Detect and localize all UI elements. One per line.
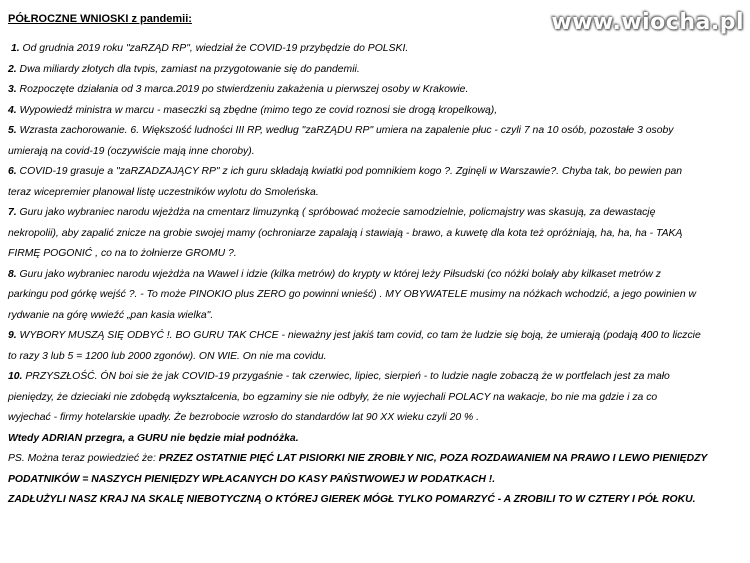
list-item (8, 224, 744, 245)
item-text: rydwanie na górę wwieźć „pan kasia wielka". (8, 309, 214, 321)
item-number: 5. (8, 125, 17, 136)
item-text: Guru jako wybraniec narodu wjeżdża na Wawel i idzie (kilka metrów) do krypty w której leży Piłsudski (co nóżki bolały aby kilkaset metrów z (16, 268, 661, 280)
item-text: nekropolii), aby zapalić znicze na grobie swojej mamy (ochroniarze zapalają i stawiają - brawo, a kuwetę dla kota też opróżniają, ha, ha, ha - TAKĄ (8, 227, 683, 239)
list-item (8, 121, 744, 142)
item-text: Wypowiedź ministra w marcu - maseczki są zbędne (mimo tego ze covid roznosi sie drogą kropelkową), (16, 104, 498, 116)
item-text: Wzrasta zachorowanie. 6. Większość ludności III RP, według "zaRZĄDU RP" umiera na zapalenie płuc - czyli 7 na 10 osób, pozostałe 3 osoby (16, 125, 674, 136)
item-number: 10. (8, 371, 23, 382)
list-item (8, 306, 744, 327)
points-list (8, 39, 744, 429)
item-text: COVID-19 grasuje a "zaRZADZAJĄCY RP" z ich guru składają kwiatki pod pomnikiem kogo ?. Zginęli w Warszawie?. Chyba tak, bo pewien pan (16, 166, 683, 177)
item-text: wyjechać - firmy hotelarskie upadły. Że bezrobocie wzrosło do standardów lat 90 XX wieku czyli 20 % . (8, 412, 480, 423)
item-text: WYBORY MUSZĄ SIĘ ODBYĆ !. BO GURU TAK CHCE - nieważny jest jakiś tam covid, co tam że ludzie się boją, że umierają (podają 400 to liczcie (16, 330, 701, 341)
item-text: Guru jako wybraniec narodu wjeżdża na cmentarz limuzynką ( spróbować możecie samodzielnie, policmajstry was skasują, za dewastację (16, 207, 656, 218)
item-number: 8. (8, 268, 17, 280)
document-title (8, 13, 744, 25)
list-item (8, 60, 744, 81)
ps-line-3: ZADŁUŻYLI NASZ KRAJ NA SKALĘ NIEBOTYCZNĄ O KTÓREJ GIEREK MÓGŁ TYLKO POMARZYĆ - A ZROBILI TO W CZTERY I PÓŁ ROKU. (8, 494, 696, 505)
list-item (8, 183, 744, 204)
adrian-line: Wtedy ADRIAN przegra, a GURU nie będzie miał podnóżka. (8, 432, 299, 444)
item-number: 1. (11, 43, 20, 54)
item-text: Rozpoczęte działania od 3 marca.2019 po stwierdzeniu zakażenia u pierwszej osoby w Krakowie. (16, 84, 469, 95)
item-text: to razy 3 lub 5 = 1200 lub 2000 zgonów). ON WIE. On nie ma covidu. (8, 350, 327, 362)
item-text: umierają na covid-19 (oczywiście mają inne choroby). (8, 145, 255, 157)
item-text: teraz wicepremier planował listę uczestników wylotu do Smoleńska. (8, 186, 319, 198)
ps-line-1 (8, 449, 744, 470)
item-text: parkingu pod górkę wejść ?. - To może PINOKIO plus ZERO go powinni wnieść) . MY OBYWATELE musimy na nóżkach wchodzić, a jego powinien w (8, 289, 697, 300)
title-sub: z pandemii: (128, 13, 192, 25)
item-number: 7. (8, 207, 17, 218)
list-item (8, 408, 744, 429)
list-item (8, 367, 744, 388)
title-main: PÓŁROCZNE WNIOSKI (8, 13, 129, 25)
ps-bold-1: PRZEZ OSTATNIE PIĘĆ LAT PISIORKI NIE ZROBIŁY NIC, POZA ROZDAWANIEM NA PRAWO I LEWO PIENIĘDZY (158, 453, 708, 464)
item-number: 2. (8, 63, 17, 75)
item-text: Dwa miliardy złotych dla tvpis, zamiast na przygotowanie się do pandemii. (16, 63, 360, 75)
item-number: 4. (8, 104, 17, 116)
list-item (8, 39, 744, 60)
site-watermark: www.wiocha.pl (551, 10, 744, 35)
item-text: pieniędzy, że dzieciaki nie zdobędą wykształcenia, bo egzaminy sie nie odbyły, że nie wyjechali POLACY na wakacje, bo nie ma gdzie i za co (8, 391, 658, 403)
list-item (8, 265, 744, 286)
list-item (8, 80, 744, 101)
document-body (8, 13, 744, 511)
list-item (8, 203, 744, 224)
list-item (8, 244, 744, 265)
list-item (8, 285, 744, 306)
item-text: FIRMĘ POGONIĆ , co na to żołnierze GROMU ?. (8, 248, 237, 259)
list-item (8, 326, 744, 347)
item-text: Od grudnia 2019 roku "zaRZĄD RP", wiedział że COVID-19 przybędzie do POLSKI. (19, 43, 409, 54)
list-item (8, 347, 744, 368)
list-item (8, 101, 744, 122)
ps-prefix: PS. Można teraz powiedzieć że: (8, 453, 159, 464)
item-number: 9. (8, 330, 17, 341)
item-text: PRZYSZŁOŚĆ. ÓN boi sie że jak COVID-19 przygaśnie - tak czerwiec, lipiec, sierpień - to ludzie nagle zobaczą że w portfelach jest za mało (22, 371, 670, 382)
list-item (8, 142, 744, 163)
list-item (8, 388, 744, 409)
list-item (8, 162, 744, 183)
item-number: 6. (8, 166, 17, 177)
item-number: 3. (8, 84, 17, 95)
ps-line-2: PODATNIKÓW = NASZYCH PIENIĘDZY WPŁACANYCH DO KASY PAŃSTWOWEJ W PODATKACH !. (8, 473, 496, 485)
